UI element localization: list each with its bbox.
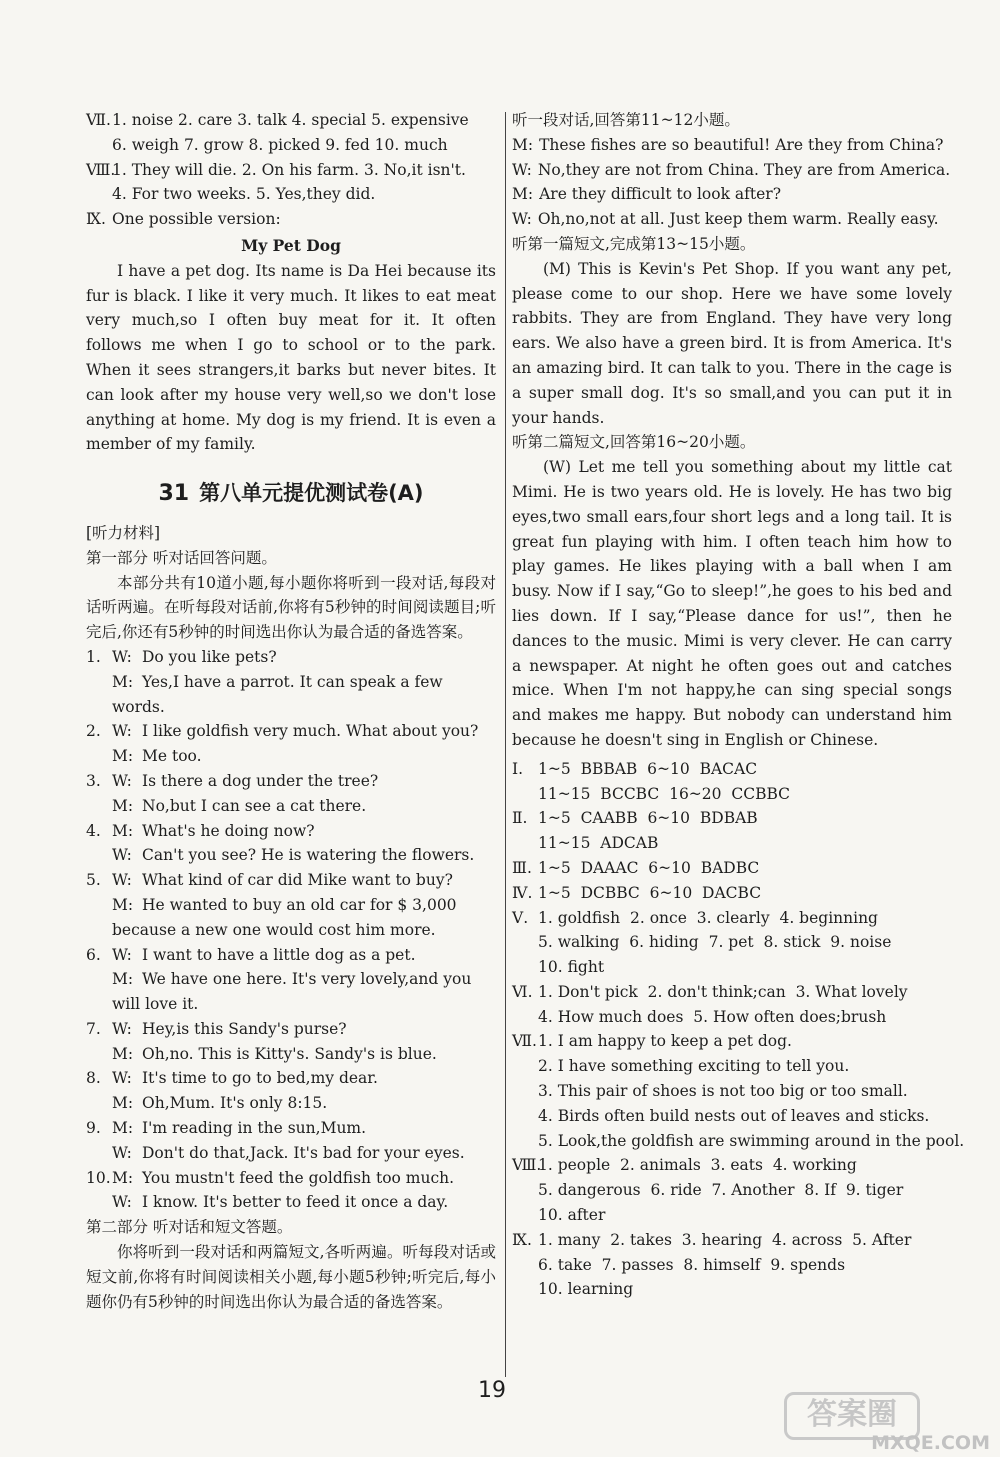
dialogue-item [86, 819, 496, 869]
answer-line: 1~5 BBBAB 6~10 BACAC [538, 759, 758, 778]
speaker: W: [112, 1069, 132, 1088]
speaker: M: [112, 895, 134, 914]
utterance: Are they difficult to look after? [539, 185, 782, 204]
utterance: Oh,no,not at all. Just keep them warm. Really easy. [537, 210, 939, 229]
dialogue-number: 7. [86, 1019, 101, 1038]
answer-number: Ⅲ. [512, 858, 532, 877]
dialogue-line [112, 719, 478, 744]
speaker: M: [112, 1119, 134, 1138]
dialogue-item [86, 645, 496, 719]
answer-number: Ⅶ. [512, 1032, 537, 1051]
dialogue-item [86, 868, 496, 942]
answer-block [512, 806, 952, 856]
answer-body [538, 806, 758, 856]
utterance: Oh,Mum. It's only 8:15. [142, 1094, 328, 1113]
speaker: W: [112, 1193, 132, 1212]
utterance: You mustn't feed the goldfish too much. [142, 1168, 455, 1187]
answer-line: 3. This pair of shoes is not too big or too small. [538, 1082, 908, 1101]
utterance: We have one here. It's very lovely,and you will love it. [112, 970, 472, 1014]
answer-line: 10. learning [538, 1280, 634, 1299]
dialogue-number: 4. [86, 821, 101, 840]
answer-number: Ⅷ. [86, 160, 116, 179]
dialogue-body [112, 819, 474, 869]
speaker: M: [112, 1168, 134, 1187]
answer-line: 1. people 2. animals 3. eats 4. working [538, 1156, 857, 1175]
right-column [512, 108, 965, 1302]
utterance: Do you like pets? [142, 647, 277, 666]
dialogue-list [86, 645, 496, 1215]
speaker: W: [112, 722, 132, 741]
answer-block [512, 1029, 965, 1153]
answer-block [512, 980, 952, 1030]
dialogue-number: 5. [86, 871, 101, 890]
answer-line: 5. dangerous 6. ride 7. Another 8. If 9. tiger [538, 1181, 904, 1200]
answer-line: 1. goldfish 2. once 3. clearly 4. beginning [538, 908, 878, 927]
dialog-line [512, 133, 952, 158]
answer-block [512, 1153, 952, 1227]
answer-key [512, 757, 965, 1303]
dialogue-line [112, 943, 496, 968]
utterance: Can't you see? He is watering the flowers. [142, 846, 475, 865]
utterance: What kind of car did Mike want to buy? [142, 871, 453, 890]
speaker: M: [112, 970, 134, 989]
watermark-url: MXQE.COM [871, 1432, 990, 1454]
utterance: Don't do that,Jack. It's bad for your eyes. [142, 1143, 465, 1162]
dialogue-number: 10. [86, 1168, 111, 1187]
answer-line: 5. Look,the goldfish are swimming around in the pool. [538, 1131, 965, 1150]
utterance: It's time to go to bed,my dear. [142, 1069, 378, 1088]
answer-number: Ⅰ. [512, 759, 524, 778]
answer-block-8 [86, 158, 496, 208]
part1-title: 第一部分 听对话回答问题。 [86, 548, 277, 567]
answer-line: 10. fight [538, 958, 605, 977]
dialogue-item [86, 1116, 496, 1166]
material-label: [听力材料] [86, 523, 161, 542]
answer-line: 4. How much does 5. How often does;brush [538, 1007, 887, 1026]
watermark-logo: 答案圈 [784, 1392, 920, 1440]
utterance: Oh,no. This is Kitty's. Sandy's is blue. [142, 1044, 437, 1063]
dialogue-item [86, 719, 496, 769]
column-divider [505, 112, 506, 1377]
answer-line: 5. walking 6. hiding 7. pet 8. stick 9. noise [538, 933, 892, 952]
answer-line: 11~15 ADCAB [538, 834, 659, 853]
speaker: W: [112, 1019, 132, 1038]
answer-line: 1~5 DAAAC 6~10 BADBC [538, 858, 760, 877]
dialogue-number: 6. [86, 945, 101, 964]
answer-block [512, 881, 952, 906]
passage2-intro: 听第二篇短文,回答第16~20小题。 [512, 433, 756, 452]
dialogue-line [112, 1066, 378, 1091]
answer-line: One possible version: [112, 210, 281, 229]
answer-body [538, 1228, 911, 1302]
dialogue-item [86, 1066, 496, 1116]
passage1-text: (M) This is Kevin's Pet Shop. If you want any pet, please come to our shop. Here we have some lovely rabbits. They are from England. They have very long ears. We also have a green bird. It is from America. It's an amazing bird. It can talk to you. There in the cage is a super small dog. It's so small,and you can put it in your hands. [512, 259, 952, 427]
answer-line: 1~5 DCBBC 6~10 DACBC [538, 883, 762, 902]
essay [86, 259, 496, 457]
dialogue-item [86, 769, 496, 819]
dialogue-item [86, 943, 496, 1017]
answer-body [538, 1029, 964, 1153]
dialogue-line [112, 843, 474, 868]
dialogue-body [112, 1166, 454, 1216]
utterance: I know. It's better to feed it once a day. [142, 1193, 449, 1212]
dialogue-item [86, 1166, 496, 1216]
passage2 [512, 455, 952, 753]
answer-line: 1. many 2. takes 3. hearing 4. across 5. After [538, 1230, 912, 1249]
answer-number: Ⅸ. [512, 1230, 532, 1249]
dialogue-line [112, 1141, 465, 1166]
dialogue-number: 8. [86, 1069, 101, 1088]
utterance: These fishes are so beautiful! Are they from China? [539, 135, 944, 154]
answer-line: 11~15 BCCBC 16~20 CCBBC [538, 784, 791, 803]
answer-block [512, 757, 952, 807]
passage2-text: (W) Let me tell you something about my little cat Mimi. He is two years old. He is lovely. He has two big eyes,two small ears,four short legs and a long tail. It is great fun playing with him. I often teach him how to play games. He likes playing with a ball when I am busy. Now if I say,“Go to sleep!”,he goes to his bed and lies down. If I say,“Please dance for us!”, then he dances to the music. Mimi is very clever. He can carry a newspaper. At night he often goes out and catches mice. When I'm not happy,he can sing special songs and makes me happy. But nobody can understand him because he doesn't sing in English or Chinese. [512, 458, 952, 749]
utterance: No,they are not from China. They are from America. [537, 160, 951, 179]
dialogue-line [112, 1042, 437, 1067]
dialogue-number: 3. [86, 771, 101, 790]
utterance: He wanted to buy an old car for $ 3,000 because a new one would cost him more. [112, 895, 457, 939]
answer-line: 1. I am happy to keep a pet dog. [538, 1032, 792, 1051]
utterance: I want to have a little dog as a pet. [142, 945, 416, 964]
speaker: W: [112, 647, 132, 666]
dialog-lines [512, 133, 952, 232]
dialogue-line [112, 645, 496, 670]
speaker: M: [112, 672, 134, 691]
speaker: M: [112, 1094, 134, 1113]
speaker: M: [112, 796, 134, 815]
dialogue-line [112, 1017, 437, 1042]
answer-body [538, 906, 891, 980]
dialogue-body [112, 943, 496, 1017]
answer-number: Ⅸ. [86, 210, 106, 229]
answer-line: 4. For two weeks. 5. Yes,they did. [112, 185, 376, 204]
dialog-line [512, 207, 952, 232]
answer-number: Ⅵ. [512, 982, 533, 1001]
answer-number: Ⅶ. [86, 111, 111, 129]
dialogue-body [112, 868, 496, 942]
dialogue-body [112, 1017, 437, 1067]
dialogue-line [112, 1166, 454, 1191]
answer-line: 1. They will die. 2. On his farm. 3. No,it isn't. [112, 160, 466, 179]
dialogue-body [112, 645, 496, 719]
dialogue-body [112, 1066, 378, 1116]
utterance: Hey,is this Sandy's purse? [142, 1019, 347, 1038]
answer-block [512, 856, 952, 881]
utterance: What's he doing now? [142, 821, 315, 840]
speaker: M: [512, 185, 534, 204]
answer-body [538, 856, 759, 881]
answer-number: Ⅷ. [512, 1156, 542, 1175]
answer-body [538, 980, 908, 1030]
utterance: I'm reading in the sun,Mum. [142, 1119, 367, 1138]
dialogue-line [112, 819, 474, 844]
dialogue-number: 1. [86, 647, 101, 666]
dialog-line [512, 182, 952, 207]
section-title: 第八单元提优测试卷(A) [199, 481, 424, 506]
utterance: I like goldfish very much. What about you? [142, 722, 479, 741]
answer-body [538, 757, 790, 807]
answer-number: Ⅱ. [512, 809, 528, 828]
answer-line: 1. noise 2. care 3. talk 4. special 5. expensive [112, 111, 469, 129]
part2-title: 第二部分 听对话和短文答题。 [86, 1218, 293, 1237]
page-number: 19 [478, 1378, 506, 1403]
answer-number: Ⅳ. [512, 883, 533, 902]
answer-line: 6. take 7. passes 8. himself 9. spends [538, 1255, 846, 1274]
utterance: Me too. [142, 747, 202, 766]
part2-intro [86, 1240, 496, 1314]
passage1 [512, 257, 952, 431]
essay-text: I have a pet dog. Its name is Da Hei because its fur is black. I like it very much. It likes to eat meat very much,so I often buy meat for it. It often follows me when I go to school or to the park. When it sees strangers,it barks but never bites. It can look after my house very well,so we don't lose anything at home. My dog is my friend. It is even a member of my family. [86, 261, 496, 454]
dialogue-number: 9. [86, 1119, 101, 1138]
dialogue-item [86, 1017, 496, 1067]
answer-body [538, 1153, 903, 1227]
passage1-intro: 听第一篇短文,完成第13~15小题。 [512, 234, 756, 253]
answer-line: 10. after [538, 1206, 606, 1225]
answer-block [512, 906, 952, 980]
speaker: W: [112, 846, 132, 865]
part1-intro [86, 571, 496, 645]
answer-block-9 [86, 207, 496, 232]
answer-line: 2. I have something exciting to tell you. [538, 1057, 850, 1076]
dialog-line [512, 158, 952, 183]
section-heading [86, 481, 496, 507]
dialogue-line [112, 794, 378, 819]
essay-title: My Pet Dog [241, 235, 341, 255]
answer-line: 1. Don't pick 2. don't think;can 3. What lovely [538, 982, 908, 1001]
part1-intro-text: 本部分共有10道小题,每小题你将听到一段对话,每段对话听两遍。在听每段对话前,你将有5秒钟的时间阅读题目;听完后,你还有5秒钟的时间选出你认为最合适的备选答案。 [86, 573, 496, 642]
utterance: Yes,I have a parrot. It can speak a few words. [112, 672, 443, 716]
dialogue-line [112, 1190, 454, 1215]
speaker: W: [512, 210, 532, 229]
dialogue-line [112, 893, 496, 943]
speaker: M: [112, 747, 134, 766]
dialogue-line [112, 967, 496, 1017]
dialogue-line [112, 769, 378, 794]
utterance: No,but I can see a cat there. [142, 796, 367, 815]
speaker: M: [112, 1044, 134, 1063]
section-number: 31 [158, 481, 190, 507]
dialogue-line [112, 670, 496, 720]
answer-number: Ⅴ. [512, 908, 529, 927]
left-column [86, 108, 496, 1314]
part2-intro-text: 你将听到一段对话和两篇短文,各听两遍。听每段对话或短文前,你将有时间阅读相关小题,每小题5秒钟;听完后,每小题你仍有5秒钟的时间选出你认为最合适的备选答案。 [86, 1243, 496, 1311]
answer-line: 6. weigh 7. grow 8. picked 9. fed 10. much [112, 135, 448, 154]
watermark [780, 1392, 990, 1452]
dialogue-line [112, 744, 478, 769]
dialogue-line [112, 1091, 378, 1116]
speaker: M: [512, 135, 534, 154]
dialogue-body [112, 719, 478, 769]
dialogue-line [112, 868, 496, 893]
dialogue-body [112, 1116, 465, 1166]
answer-line: 1~5 CAABB 6~10 BDBAB [538, 809, 758, 828]
utterance: Is there a dog under the tree? [142, 771, 379, 790]
answer-block [512, 1228, 952, 1302]
dialogue-number: 2. [86, 722, 101, 741]
speaker: W: [112, 871, 132, 890]
dialog-intro: 听一段对话,回答第11~12小题。 [512, 111, 740, 129]
answer-line: 4. Birds often build nests out of leaves and sticks. [538, 1106, 930, 1125]
speaker: W: [512, 160, 532, 179]
answer-body [538, 881, 761, 906]
answer-block-7 [86, 108, 496, 158]
speaker: M: [112, 821, 134, 840]
speaker: W: [112, 1143, 132, 1162]
speaker: W: [112, 945, 132, 964]
dialogue-line [112, 1116, 465, 1141]
speaker: W: [112, 771, 132, 790]
dialogue-body [112, 769, 378, 819]
